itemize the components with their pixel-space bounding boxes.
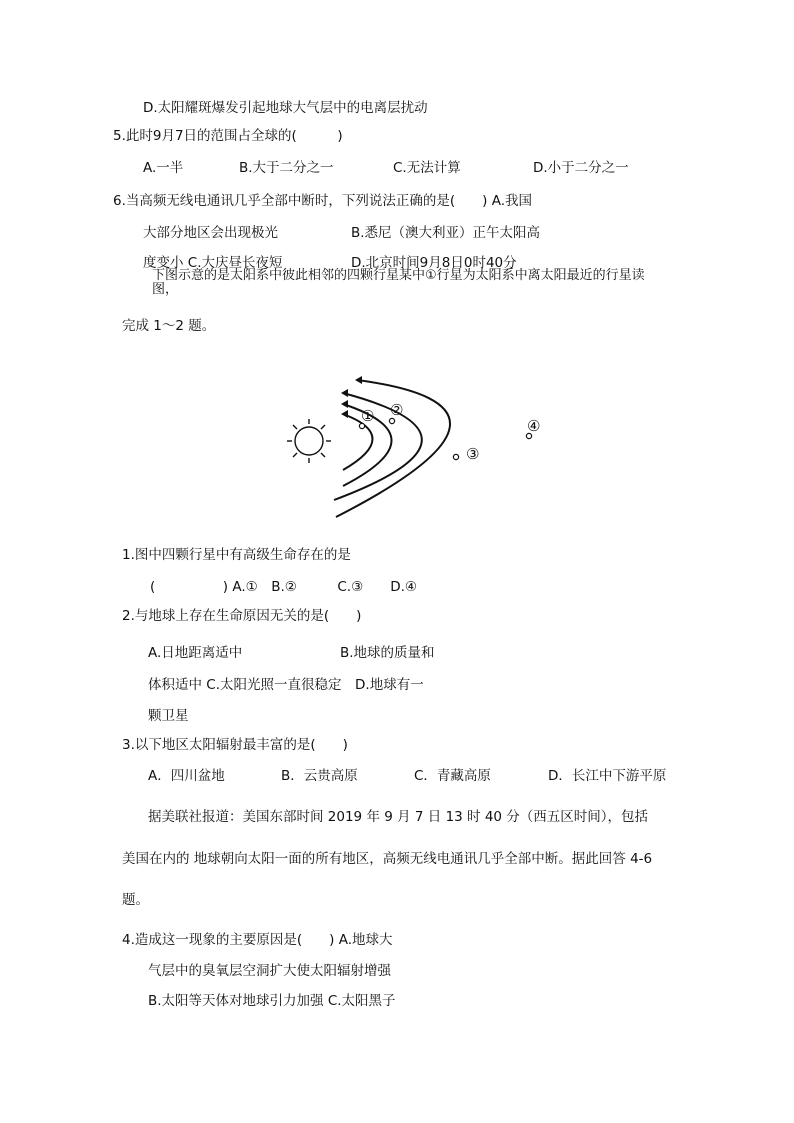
planet-4-label: ④ — [527, 417, 541, 435]
option-d-solar-flare: D.太阳耀斑爆发引起地球大气层中的电离层扰动 — [143, 100, 428, 116]
question-5-stem: 5.此时9月7日的范围占全球的( ) — [113, 128, 343, 144]
passage-line-2: 美国在内的 地球朝向太阳一面的所有地区，高频无线电通讯几乎全部中断。据此回答 4-6 — [122, 851, 653, 867]
planet-2-label: ② — [390, 401, 404, 419]
q6-option-d: D.北京时间9月8日0时40分 — [351, 255, 517, 271]
q2-options-cont: 体积适中 C.太阳光照一直很稳定 D.地球有一 — [148, 677, 424, 693]
q6-option-a-cont: 大部分地区会出现极光 — [143, 225, 278, 241]
sun-icon — [287, 419, 331, 463]
diagram-intro: 下图示意的是太阳系中彼此相邻的四颗行星某中①行星为太阳系中离太阳最近的行星读 — [152, 268, 645, 283]
q2-option-d-cont: 颗卫星 — [148, 708, 189, 724]
passage-line-3: 题。 — [122, 892, 149, 908]
diagram-instruction: 完成 1～2 题。 — [122, 318, 216, 334]
q4-options-bc: B.太阳等天体对地球引力加强 C.太阳黑子 — [148, 993, 396, 1009]
q3-option-d: D．长江中下游平原 — [548, 768, 667, 784]
q3-option-a: A．四川盆地 — [148, 768, 225, 784]
question-1-stem: 1.图中四颗行星中有高级生命存在的是 — [122, 547, 351, 563]
q2-option-b: B.地球的质量和 — [340, 645, 435, 661]
question-2-stem: 2.与地球上存在生命原因无关的是( ) — [122, 608, 362, 624]
question-6-stem: 6.当高频无线电通讯几乎全部中断时，下列说法正确的是( ) A.我国 — [113, 193, 532, 209]
q5-option-a: A.一半 — [143, 160, 184, 176]
q4-option-a-cont: 气层中的臭氧层空洞扩大使太阳辐射增强 — [148, 963, 391, 979]
question-1-options: ( ) A.① B.② C.③ D.④ — [150, 579, 417, 595]
q5-option-d: D.小于二分之一 — [533, 160, 629, 176]
planet-1-label: ① — [361, 407, 375, 425]
diagram-intro-cont: 图， — [152, 282, 179, 297]
passage-line-1: 据美联社报道：美国东部时间 2019 年 9 月 7 日 13 时 40 分（西五区时间），包括 — [148, 809, 649, 825]
planet-2-dot — [389, 418, 394, 423]
planet-3-dot — [453, 454, 458, 459]
q3-option-b: B．云贵高原 — [281, 768, 358, 784]
q6-option-b: B.悉尼（澳大利亚）正午太阳高 — [351, 225, 541, 241]
q5-option-c: C.无法计算 — [393, 160, 461, 176]
q6-option-c: 度变小 C.大庆昼长夜短 — [143, 255, 283, 271]
solar-system-diagram — [250, 360, 560, 525]
q5-option-b: B.大于二分之一 — [239, 160, 334, 176]
q3-option-c: C．青藏高原 — [414, 768, 491, 784]
question-3-stem: 3.以下地区太阳辐射最丰富的是( ) — [122, 737, 348, 753]
planet-3-label: ③ — [466, 445, 480, 463]
question-4-stem: 4.造成这一现象的主要原因是( ) A.地球大 — [122, 932, 393, 948]
q2-option-a: A.日地距离适中 — [148, 645, 243, 661]
